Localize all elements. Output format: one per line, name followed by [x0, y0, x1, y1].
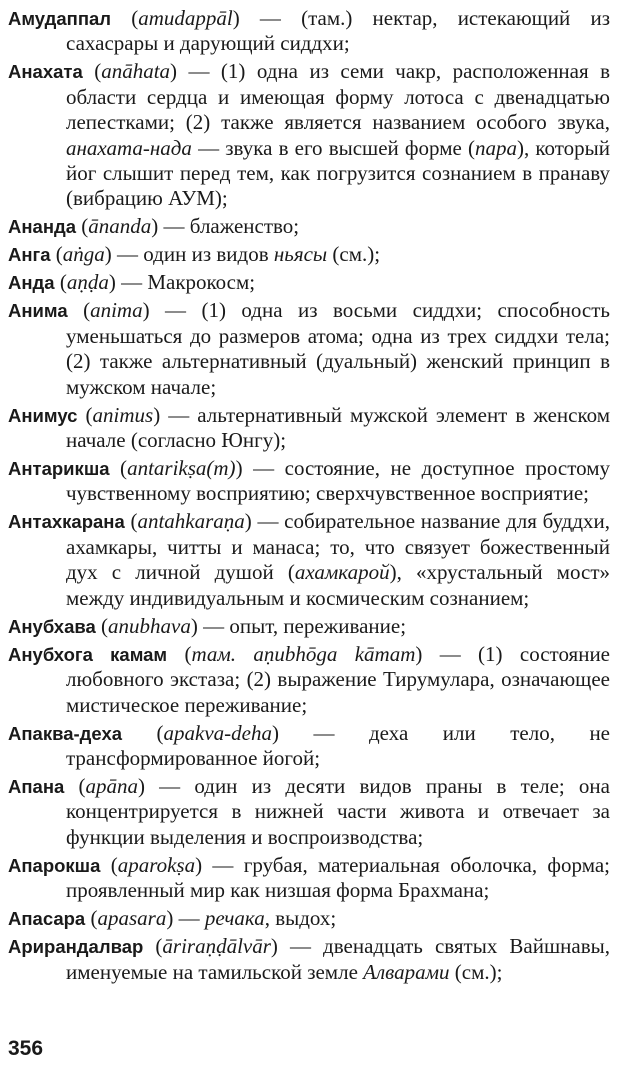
entry-antariksha: Антарикша (antarikṣa(m)) — состояние, не доступное простому чувственному восприятию; сверхчувственное восприятие; — [8, 456, 610, 506]
entry-amudappal: Амудаппал (amudappāl) — (там.) нектар, истекающий из сахасрары и дарующий сиддхи; — [8, 6, 610, 56]
entry-definition-cont: — звука в его высшей форме ( — [191, 135, 475, 160]
entry-definition-cont: ), «хрустальный мост» между индивидуальным и космическим сознанием; — [66, 560, 610, 610]
entry-arirandalvar: Арирандалвар (āriraṇḍālvār) — двенадцать святых Вайшнавы, именуемые на тамильской земле Алварами (см.); — [8, 934, 610, 984]
entry-apakva-deha: Апаква-деха (apakva-deha) — деха или тело, не трансформированное йогой; — [8, 720, 611, 770]
entry-animus: Анимус (animus) — альтернативный мужской элемент в женском начале (согласно Юнгу); — [8, 402, 611, 453]
entry-definition: — альтернативный мужской элемент в женском начале (согласно Юнгу); — [66, 402, 611, 453]
entry-term-italic: речака — [204, 906, 265, 931]
entry-headword: Антарикша — [8, 458, 110, 480]
entry-term-italic: пара — [474, 135, 517, 160]
entry-transliteration: aparokṣa — [117, 852, 196, 877]
entry-anahata: Анахата (anāhata) — (1) одна из семи чакр, расположенная в области сердца и имеющая форму лотоса с двенадцатью лепестками; (2) также является названием особого звука, анахата-нада — звука в его высшей форме (пара), который йог слышит перед тем, как погрузится сознанием в пранаву (вибрацию АУМ); — [8, 59, 611, 211]
entry-transliteration: apakva-deha — [163, 720, 272, 745]
entry-transliteration: apasara — [97, 906, 167, 931]
entry-anubhoga-kamam: Анубхога камам (там. aṇubhōga kāmam) — (1) состояние любовного экстаза; (2) выражение Тирумулара, означающее мистическое переживание; — [8, 641, 611, 717]
entry-aparoksha: Апарокша (aparokṣa) — грубая, материальная оболочка, форма; проявленный мир как низшая форма Брахмана; — [8, 852, 610, 903]
entry-transliteration: antarikṣa(m) — [127, 456, 236, 481]
entry-transliteration: apāna — [85, 773, 138, 798]
entry-definition: — (там.) нектар, истекающий из сахасрары и дарующий сиддхи; — [66, 6, 610, 56]
entry-definition: — один из десяти видов праны в теле; она концентрируется в нижней части живота и отвечает за функции выделения и воспроизводства; — [66, 773, 610, 849]
entry-headword: Амудаппал — [8, 8, 112, 29]
entry-headword: Анда — [8, 272, 55, 294]
entry-transliteration: anāhata — [101, 59, 171, 84]
entry-anga: Анга (aṅga) — один из видов ньясы (см.); — [8, 242, 381, 267]
entry-definition: — грубая, материальная оболочка, форма; проявленный мир как низшая форма Брахмана; — [66, 852, 610, 903]
entry-transliteration: ānanda — [88, 214, 152, 239]
entry-headword: Апаква-деха — [8, 722, 123, 744]
entry-headword: Анубхава — [8, 615, 96, 637]
entry-definition: — деха или тело, не трансформированное йогой; — [66, 720, 611, 770]
entry-headword: Апасара — [8, 908, 86, 930]
entry-anima: Анима (anima) — (1) одна из восьми сиддхи; способность уменьшаться до размеров атома; одна из трех сиддхи тела; (2) также альтернативный (дуальный) женский принцип в мужском начале; — [8, 298, 610, 399]
dictionary-page — [8, 6, 610, 988]
entry-headword: Анимус — [8, 404, 78, 426]
entry-definition: — (1) одна из восьми сиддхи; способность уменьшаться до размеров атома; одна из трех сиддхи тела; (2) также альтернативный (дуальный) женский принцип в мужском начале; — [66, 298, 610, 399]
entry-transliteration: aṅga — [62, 242, 105, 267]
entry-transliteration: anima — [90, 298, 143, 323]
entry-definition-cont: (см.); — [327, 242, 381, 267]
entry-anubhava: Анубхава (anubhava) — опыт, переживание; — [8, 613, 407, 638]
entry-term-italic: Алварами — [363, 959, 450, 984]
entry-transliteration: antahkaraṇa — [137, 509, 245, 534]
entry-headword: Анахата — [8, 61, 83, 83]
entry-headword: Апарокша — [8, 854, 101, 876]
entry-definition-cont: ), который йог слышит перед тем, как погрузится сознанием в пранаву (вибрацию АУМ); — [66, 135, 610, 211]
entry-definition: — один из видов — [111, 242, 274, 267]
entry-definition: — двенадцать святых Вайшнавы, именуемые на тамильской земле — [66, 934, 610, 984]
entry-apana: Апана (apāna) — один из десяти видов праны в теле; она концентрируется в нижней части живота и отвечает за функции выделения и воспроизводства; — [8, 773, 610, 849]
entry-headword: Арирандалвар — [8, 936, 144, 958]
entry-transliteration: там. aṇubhōga kāmam — [191, 641, 416, 666]
entry-definition-cont: (см.); — [449, 959, 503, 984]
entry-term-italic: анахата-нада — [66, 135, 192, 160]
entry-definition: — блаженство; — [158, 214, 300, 239]
entry-definition-cont: , выдох; — [264, 906, 337, 931]
entry-headword: Анубхога камам — [8, 643, 168, 665]
entry-definition: — опыт, переживание; — [197, 613, 407, 638]
entry-transliteration: āriraṇḍālvār — [162, 934, 271, 959]
entry-antahkarana: Антахкарана (antahkaraṇa) — собирательное название для буддхи, ахамкары, читты и манаса; то, что связует божественный дух с личной душой (ахамкарой), «хрустальный мост» между индивидуальным и космическим сознанием; — [8, 509, 610, 610]
entry-definition: — Макрокосм; — [115, 270, 256, 295]
entry-headword: Ананда — [8, 216, 77, 238]
entry-transliteration: aṇḍa — [66, 270, 109, 295]
page-number: 356 — [8, 1037, 44, 1060]
entry-term-italic: ньясы — [273, 242, 328, 267]
entry-definition: — состояние, не доступное простому чувственному восприятию; сверхчувственное восприятие; — [66, 456, 610, 506]
entry-definition: — собирательное название для буддхи, ахамкары, читты и манаса; то, что связует божественный дух с личной душой ( — [66, 509, 610, 585]
entry-transliteration: amudappāl — [138, 6, 233, 30]
entry-apasara: Апасара (apasara) — речака, выдох; — [8, 906, 337, 931]
entry-term-italic: ахамкарой — [294, 560, 390, 585]
entry-transliteration: anubhava — [108, 613, 191, 638]
entry-ananda: Ананда (ānanda) — блаженство; — [8, 214, 300, 239]
entry-transliteration: animus — [92, 402, 154, 427]
entry-headword: Антахкарана — [8, 511, 125, 533]
entry-definition: — (1) одна из семи чакр, расположенная в области сердца и имеющая форму лотоса с двенадцатью лепестками; (2) также является названием особого звука, — [66, 59, 611, 135]
entry-headword: Анима — [8, 300, 68, 322]
entry-headword: Апана — [8, 775, 65, 797]
entry-headword: Анга — [8, 244, 51, 266]
entry-definition: — (1) состояние любовного экстаза; (2) выражение Тирумулара, означающее мистическое переживание; — [66, 641, 611, 717]
entry-anda: Анда (aṇḍa) — Макрокосм; — [8, 270, 256, 295]
entry-definition: — — [173, 906, 205, 931]
